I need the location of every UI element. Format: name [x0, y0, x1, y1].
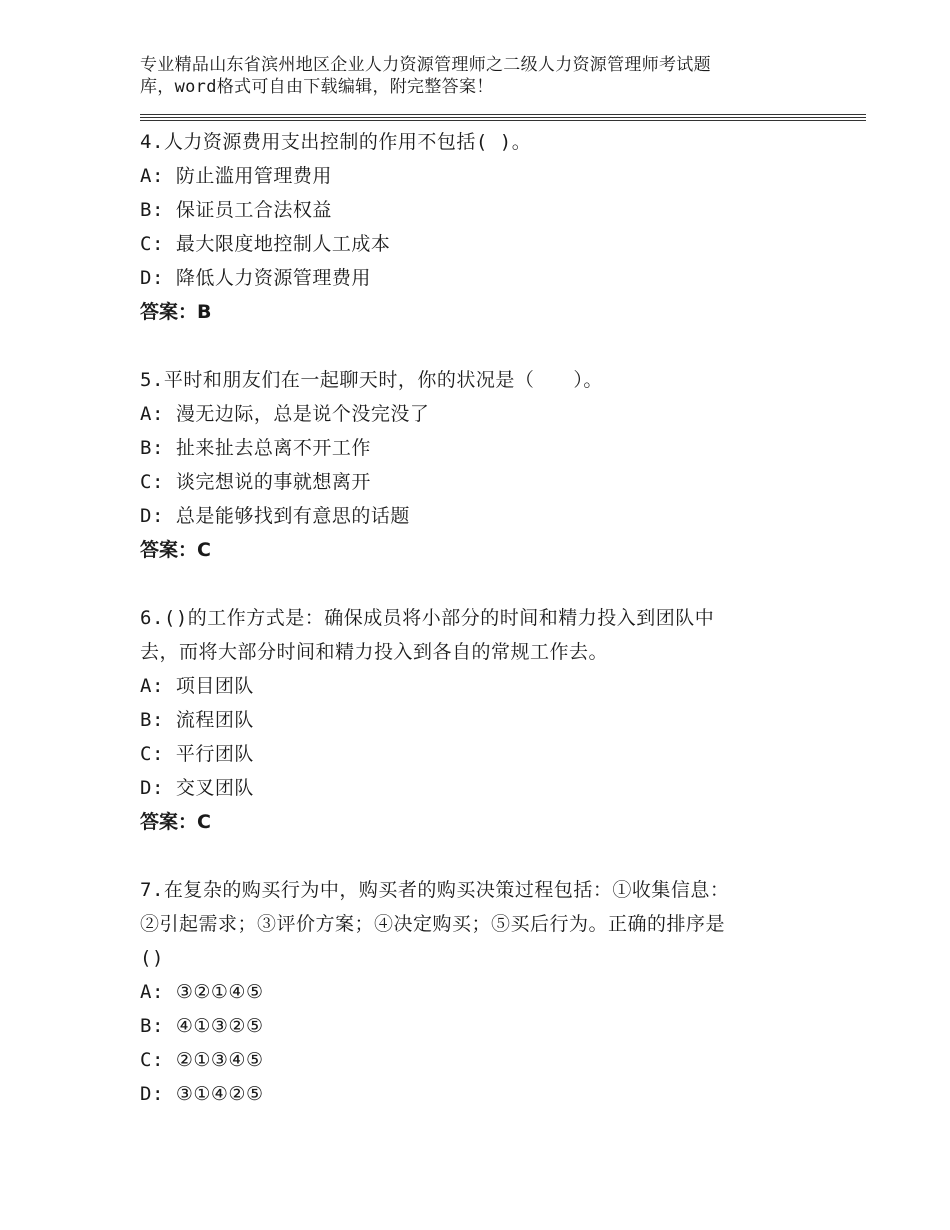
option-d: D: ③①④②⑤ [140, 1083, 264, 1105]
option-a: A: 防止滥用管理费用 [140, 165, 332, 187]
document-header [140, 54, 866, 98]
question-5 [140, 363, 866, 567]
question-stem-line-2: 去，而将大部分时间和精力投入到各自的常规工作去。 [140, 641, 609, 663]
question-stem-line-1: 7.在复杂的购买行为中，购买者的购买决策过程包括：①收集信息： [140, 879, 730, 901]
option-c: C: 最大限度地控制人工成本 [140, 233, 391, 255]
option-b: B: 扯来扯去总离不开工作 [140, 437, 371, 459]
header-line-1: 专业精品山东省滨州地区企业人力资源管理师之二级人力资源管理师考试题 [140, 55, 711, 75]
header-divider [140, 114, 866, 118]
header-line-2: 库，word格式可自由下载编辑，附完整答案！ [140, 77, 494, 97]
option-b: B: 保证员工合法权益 [140, 199, 332, 221]
question-stem-line-3: () [140, 947, 164, 969]
question-stem-line-2: ②引起需求；③评价方案；④决定购买；⑤买后行为。正确的排序是 [140, 913, 726, 935]
option-b: B: 流程团队 [140, 709, 254, 731]
answer: 答案：C [140, 811, 211, 833]
answer: 答案：C [140, 539, 211, 561]
option-c: C: 平行团队 [140, 743, 254, 765]
question-4 [140, 125, 866, 329]
answer: 答案：B [140, 301, 212, 323]
option-d: D: 交叉团队 [140, 777, 254, 799]
document-page [140, 54, 866, 1145]
option-d: D: 降低人力资源管理费用 [140, 267, 371, 289]
option-c: C: 谈完想说的事就想离开 [140, 471, 371, 493]
question-7 [140, 873, 866, 1111]
option-a: A: ③②①④⑤ [140, 981, 264, 1003]
option-a: A: 漫无边际，总是说个没完没了 [140, 403, 430, 425]
question-stem: 5.平时和朋友们在一起聊天时，你的状况是（ ）。 [140, 369, 603, 391]
option-c: C: ②①③④⑤ [140, 1049, 264, 1071]
option-d: D: 总是能够找到有意思的话题 [140, 505, 410, 527]
question-stem-line-1: 6.()的工作方式是：确保成员将小部分的时间和精力投入到团队中 [140, 607, 715, 629]
option-a: A: 项目团队 [140, 675, 254, 697]
question-stem: 4.人力资源费用支出控制的作用不包括( )。 [140, 131, 532, 153]
question-list [140, 125, 866, 1111]
question-6 [140, 601, 866, 839]
option-b: B: ④①③②⑤ [140, 1015, 264, 1037]
